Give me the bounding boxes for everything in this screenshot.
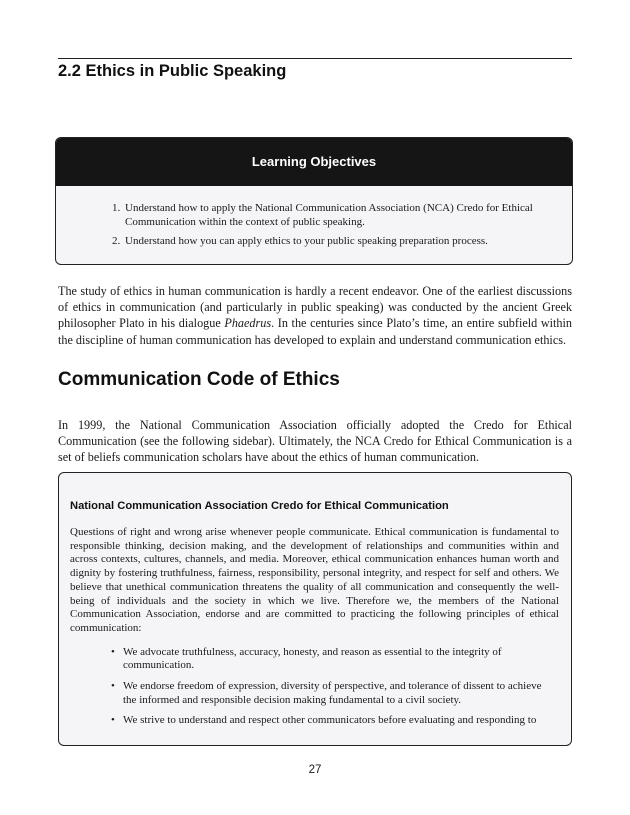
learning-objectives-list (56, 201, 572, 248)
principle-text: We advocate truthfulness, accuracy, honesty, and reason as essential to the integrity of communication. (123, 645, 502, 672)
section-title: 2.2 Ethics in Public Speaking (58, 62, 287, 80)
bullet-icon: • (111, 645, 115, 658)
list-item (111, 680, 544, 707)
list-item: 1. Understand how to apply the National Communication Association (NCA) Credo for Ethical Communication within the context of public speaking. (123, 201, 542, 229)
intro-paragraph (58, 283, 572, 348)
learning-objectives-box (55, 137, 573, 265)
credo-body: Questions of right and wrong arise whenever people communicate. Ethical communication is fundamental to responsible thinking, decision making, and the development of relationships and communities within and across contexts, cultures, channels, and media. Moreover, ethical communication enhances human worth and dignity by fostering truthfulness, fairness, responsibility, personal integrity, and respect for self and others. We believe that unethical communication threatens the quality of all communication and consequently the well-being of individuals and the society in which we live. Therefore we, the members of the National Communication Association, endorse and are committed to practicing the following principles of ethical communication: (70, 526, 559, 634)
credo-sidebar (58, 472, 572, 746)
dialogue-title: Phaedrus (224, 316, 272, 331)
top-rule (58, 58, 572, 59)
list-item (111, 645, 544, 673)
intro-text-end: . In the centuries since Plato’s time, an entire subfield within the discipline of human communication has developed to explain and understand communication ethics. (58, 316, 572, 347)
credo-principles-list (70, 646, 559, 729)
principle-text: We endorse freedom of expression, diversity of perspective, and tolerance of dissent to achieve the informed and responsible decision making fundamental to a civil society. (123, 680, 542, 706)
list-item: 2. Understand how you can apply ethics to your public speaking preparation process. (123, 234, 542, 248)
bullet-icon: • (111, 680, 115, 693)
intro-text: The study of ethics in human communication is hardly a recent endeavor. One of the earliest discussions of ethics in communication (and particularly in public speaking) was conducted by the ancient Greek philosopher Plato in his dialogue (58, 284, 572, 331)
subsection-paragraph: In 1999, the National Communication Association officially adopted the Credo for Ethical Communication (see the following sidebar). Ultimately, the NCA Credo for Ethical Communication is a set of beliefs communication scholars have about the ethics of human communication. (58, 418, 572, 465)
page-number: 27 (308, 764, 322, 776)
learning-objectives-heading: Learning Objectives (56, 138, 572, 186)
principle-text: We strive to understand and respect other communicators before evaluating and responding to (123, 714, 537, 727)
list-item (111, 714, 544, 728)
credo-title: National Communication Association Credo for Ethical Communication (70, 500, 449, 512)
bullet-icon: • (111, 714, 115, 727)
subsection-title: Communication Code of Ethics (58, 369, 340, 390)
